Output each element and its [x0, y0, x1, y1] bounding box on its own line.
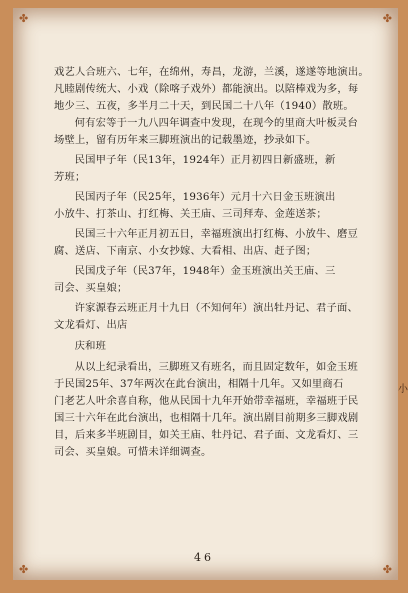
corner-ornament-icon: ✤	[382, 563, 392, 576]
text-line: 凡睦剧传统大、小戏（除喀子戏外）都能演出。以陪棒戏为多，每	[54, 83, 359, 95]
text-line: 地少三、五夜，多半月二十天，到民国二十八年（1940）散班。	[54, 100, 354, 112]
text-line: 司会、买皇娘。可惜未详细调查。	[54, 446, 212, 458]
text-block	[54, 359, 376, 461]
text-line: 场壁上，留有历年来三脚班演出的记载墨迹，抄录如下。	[54, 134, 317, 146]
corner-ornament-icon: ✤	[19, 563, 29, 576]
text-line: 许家源春云班正月十九日（不知何年）演出牡丹记、君子面、	[74, 302, 359, 314]
text-line: 戏艺人合班六、七年，在绵州，寿昌，龙游，兰溪，遂遂等地演出。	[54, 66, 369, 78]
text-line: 于民国25年、37年两次在此台演出，相隔十几年。又如里商石	[54, 378, 344, 390]
document-body	[54, 64, 376, 461]
text-line: 民国丙子年（民25年，1936年）元月十六日金玉班演出	[74, 191, 336, 203]
text-line: 门老艺人叶余喜自称，他从民国十九年开始带幸福班，幸福班于民	[54, 395, 359, 407]
text-line: 民国三十六年正月初五日，幸福班演出打红梅、小放牛、磨豆	[74, 228, 359, 240]
text-line: 文龙看灯、出店	[54, 319, 128, 331]
text-block	[54, 64, 376, 334]
corner-ornament-icon: ✤	[382, 12, 392, 25]
page-number: 46	[194, 551, 214, 564]
corner-ornament-icon: ✤	[19, 12, 29, 25]
text-line: 民国戊子年（民37年，1948年）金玉班演出关王庙、三	[74, 265, 336, 277]
text-line: 民国甲子年（民13年，1924年）正月初四日新盛班，新	[74, 154, 336, 166]
section-heading: 庆和班	[74, 340, 107, 352]
text-line: 小放牛、打茶山、打红梅、关王庙、三司拜寿、金莲送茶；	[54, 208, 327, 220]
text-line: 腐、送店、下南京、小女抄嫁、大看相、出店、赶子图；	[54, 245, 317, 257]
margin-mark: 小	[398, 384, 408, 395]
text-line: 目，后来多半班剧目，如关王庙、牡丹记、君子面、文龙看灯、三	[54, 429, 359, 441]
text-line: 司会、买皇娘；	[54, 282, 128, 294]
text-line: 从以上纪录看出，三脚班又有班名，而且固定数年，如金玉班	[74, 361, 359, 373]
text-line: 芳班；	[54, 171, 86, 183]
text-line: 何有宏等于一九八四年调查中发现，在现今的里商大叶板灵台	[74, 117, 359, 129]
text-line: 国三十六年在此台演出，也相隔十几年。演出剧目前期多三脚戏剧	[54, 412, 359, 424]
